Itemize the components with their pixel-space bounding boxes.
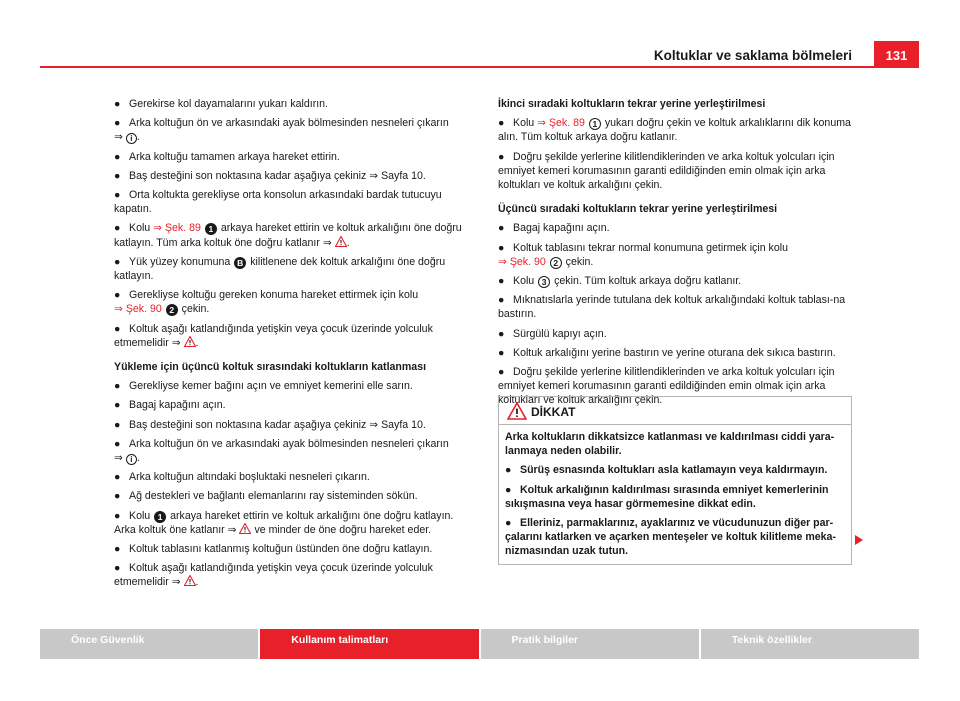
footer-nav bbox=[40, 629, 919, 659]
section-heading: Üçüncü sıradaki koltukların tekrar yerine yerleştirilmesi bbox=[498, 203, 778, 216]
marker-b: B bbox=[234, 257, 246, 269]
list-item: ● Doğru şekilde yerlerine kilitlendiklerinden ve arka koltuk yolcuları için emniyet kemeri korumasının garanti edildiğinden emin olmak için arka koltukları ve koltuk arkalığını çekin. bbox=[498, 366, 835, 407]
list-item: ● Mıknatıslarla yerinde tutulana dek koltuk arkalığındaki koltuk tablası-na bastırın. bbox=[498, 294, 846, 321]
list-item: ● Yük yüzey konumuna B kilitlenene dek koltuk arkalığını öne doğru katlayın. bbox=[114, 255, 446, 283]
tab-practical[interactable]: Pratik bilgiler bbox=[481, 629, 699, 659]
marker-1: 1 bbox=[589, 118, 601, 130]
tab-operation[interactable]: Kullanım talimatları bbox=[260, 629, 478, 659]
list-item: ● Orta koltukta gerekliyse orta konsolun arkasındaki bardak tutucuyu kapatın. bbox=[114, 189, 442, 216]
list-item: ● Koltuk tablasını katlanmış koltuğun üstünden öne doğru katlayın. bbox=[114, 543, 433, 556]
right-column bbox=[498, 97, 856, 413]
list-item: ● Gerekliyse koltuğu gereken konuma hareket ettirmek için kolu ⇒ Şek. 90 2 çekin. bbox=[114, 289, 419, 316]
list-item: ● Arka koltuğun ön ve arkasındaki ayak bölmesinden nesneleri çıkarın ⇒ i . bbox=[114, 117, 449, 144]
list-item: ● Kolu ⇒ Şek. 89 1 yukarı doğru çekin ve koltuk arkalıklarını dik konuma alın. Tüm koltuk arkaya doğru katlanır. bbox=[498, 117, 851, 144]
marker-2: 2 bbox=[166, 304, 178, 316]
list-item: ● Sürgülü kapıyı açın. bbox=[498, 327, 607, 340]
list-item: ● Kolu 3 çekin. Tüm koltuk arkaya doğru katlanır. bbox=[498, 275, 742, 288]
list-item: ● Arka koltuğun ön ve arkasındaki ayak bölmesinden nesneleri çıkarın ⇒ i . bbox=[114, 437, 449, 465]
section-heading: İkinci sıradaki koltukların tekrar yerine yerleştirilmesi bbox=[498, 98, 766, 110]
warning-title: DİKKAT bbox=[531, 405, 576, 419]
header-title: Koltuklar ve saklama bölmeleri bbox=[653, 48, 852, 63]
marker-1: 1 bbox=[205, 223, 217, 235]
list-item: ● Sürüş esnasında koltukları asla katlamayın veya kaldırmayın. bbox=[505, 464, 828, 477]
list-item: ● Arka koltuğu tamamen arkaya hareket ettirin. bbox=[114, 150, 340, 163]
list-item: ● Koltuk aşağı katlandığında yetişkin veya çocuk üzerinde yolculuk etmemelidir ⇒ . bbox=[114, 562, 433, 589]
list-item: ● Koltuk aşağı katlandığında yetişkin veya çocuk üzerinde yolculuk etmemelidir ⇒ . bbox=[114, 322, 433, 349]
marker-3: 3 bbox=[538, 276, 550, 288]
section-heading: Yükleme için üçüncü koltuk sırasındaki koltukların katlanması bbox=[114, 361, 427, 374]
figure-link[interactable]: ⇒ Şek. 89 bbox=[537, 117, 585, 130]
info-icon[interactable]: i bbox=[126, 454, 137, 465]
list-item: ● Bagaj kapağını açın. bbox=[114, 399, 226, 412]
warning-header bbox=[499, 397, 851, 425]
list-item: ● Elleriniz, parmaklarınız, ayaklarınız ve vücudunuzun diğer par-çalarını katlarken ve açarken menteşeler ve koltuk kilitleme meka-nizmasından uzak tutun. bbox=[505, 517, 836, 558]
list-item: ● Gerekirse kol dayamalarını yukarı kaldırın. bbox=[114, 98, 329, 110]
list-item: ● Ağ destekleri ve bağlantı elemanlarını ray sisteminden sökün. bbox=[114, 490, 418, 503]
figure-link[interactable]: ⇒ Şek. 90 bbox=[498, 255, 546, 268]
warning-icon[interactable] bbox=[184, 336, 196, 347]
warning-icon[interactable] bbox=[184, 575, 196, 586]
list-item: ● Baş desteğini son noktasına kadar aşağıya çekiniz ⇒ Sayfa 10. bbox=[114, 418, 426, 431]
list-item: ● Arka koltuğun altındaki boşluktaki nesneleri çıkarın. bbox=[114, 471, 370, 484]
list-item: ● Kolu ⇒ Şek. 89 1 arkaya hareket ettirin ve koltuk arkalığını öne doğru katlayın. Tüm arka koltuk öne doğru katlanır ⇒ . bbox=[114, 222, 462, 249]
list-item: ● Kolu 1 arkaya hareket ettirin ve koltuk arkalığını öne doğru katlayın. Arka koltuk öne katlanır ⇒ ve minder de öne doğru hareket eder. bbox=[114, 509, 454, 536]
header-rule bbox=[40, 66, 919, 68]
figure-link[interactable]: ⇒ Şek. 89 bbox=[153, 222, 201, 235]
list-item: ● Gerekliyse kemer bağını açın ve emniyet kemerini elle sarın. bbox=[114, 380, 413, 393]
list-item: ● Koltuk arkalığının kaldırılması sırasında emniyet kemerlerinin sıkışmasına veya hasar görmemesine dikkat edin. bbox=[505, 483, 829, 510]
warning-icon[interactable] bbox=[335, 236, 347, 247]
list-item: ● Koltuk arkalığını yerine bastırın ve yerine oturana dek sıkıca bastırın. bbox=[498, 346, 836, 359]
warning-intro: Arka koltukların dikkatsizce katlanması ve kaldırılması ciddi yara-lanmaya neden olabilir. bbox=[505, 431, 835, 458]
left-column bbox=[114, 97, 470, 595]
tab-technical[interactable]: Teknik özellikler bbox=[701, 629, 919, 659]
warning-icon bbox=[507, 402, 527, 420]
warning-box bbox=[498, 396, 852, 565]
figure-link[interactable]: ⇒ Şek. 90 bbox=[114, 303, 162, 316]
continue-arrow-icon bbox=[855, 535, 863, 545]
page-number: 131 bbox=[874, 41, 919, 68]
marker-2: 2 bbox=[550, 257, 562, 269]
info-icon[interactable]: i bbox=[126, 133, 137, 144]
list-item: ● Baş desteğini son noktasına kadar aşağıya çekiniz ⇒ Sayfa 10. bbox=[114, 169, 426, 182]
marker-1: 1 bbox=[154, 511, 166, 523]
list-item: ● Doğru şekilde yerlerine kilitlendiklerinden ve arka koltuk yolcuları için emniyet kemeri korumasının garanti edildiğinden emin olmak için arka koltukları ve koltuk arkalığını çekin. bbox=[498, 150, 835, 192]
list-item: ● Bagaj kapağını açın. bbox=[498, 222, 610, 235]
warning-body bbox=[499, 425, 851, 564]
tab-safety[interactable]: Önce Güvenlik bbox=[40, 629, 258, 659]
warning-icon[interactable] bbox=[239, 523, 251, 534]
list-item: ● Koltuk tablasını tekrar normal konumuna getirmek için kolu ⇒ Şek. 90 2 çekin. bbox=[498, 241, 788, 268]
